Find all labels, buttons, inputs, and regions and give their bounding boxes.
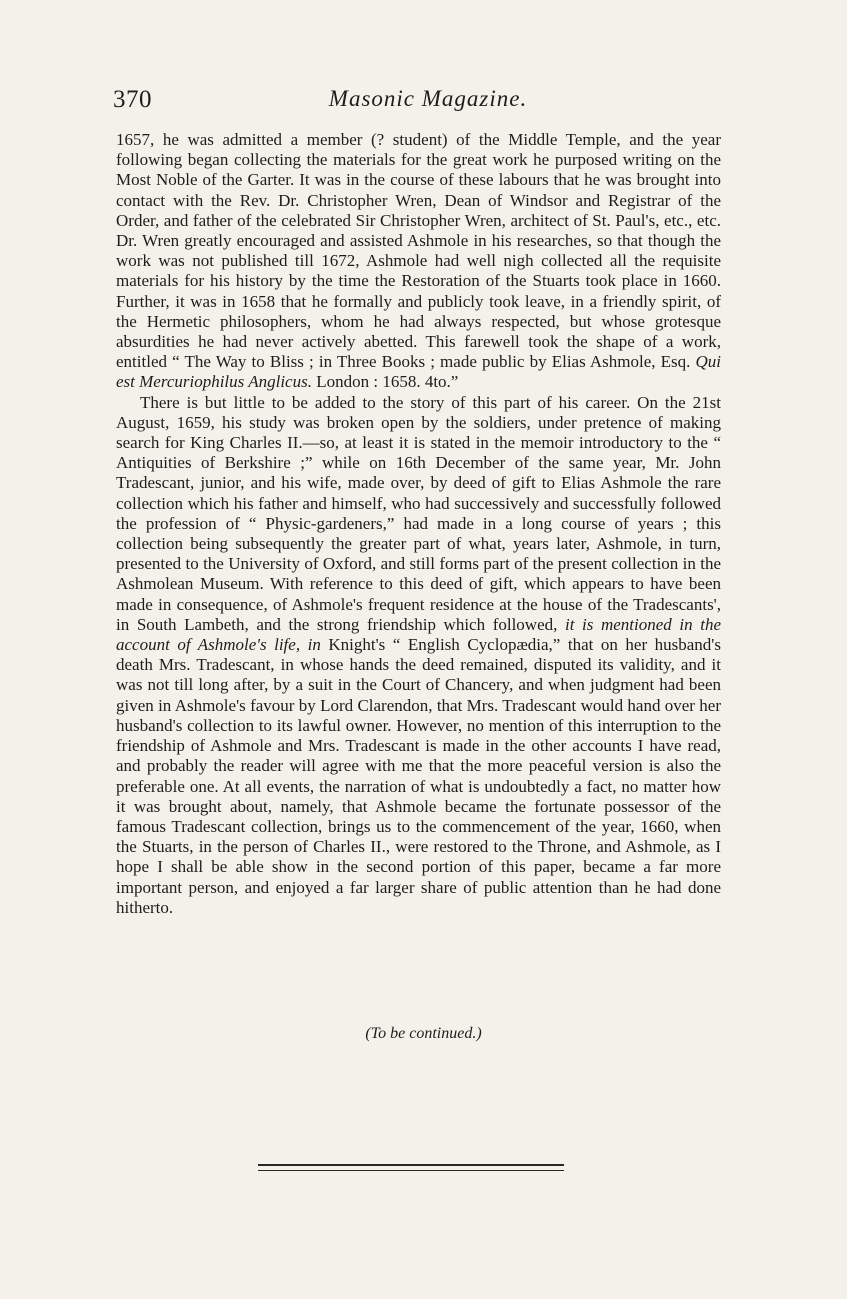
running-title: Masonic Magazine. xyxy=(328,86,528,111)
text-segment: There is but little to be added to the story of this part of his career. On the 21st August, 1659, his study was broken open by the soldiers, under pretence of making search for King Charles II.—so, at least it is stated in the memoir introductory to the “ Antiquities of Berkshire ;” while on 16th December of the same year, Mr. John Tradescant, junior, and his wife, made over, by deed of gift to Elias Ashmole the rare collection which his father and himself, who had successively and successfully followed the profession of “ Physic-gardeners,” had made in a long course of years ; this collection being subsequently the greater part of what, years later, Ashmole, in turn, presented to the University of Oxford, and still forms part of the present collection in the Ashmolean Museum. With reference to this deed of gift, which appears to have been made in consequence, of Ashmole's frequent residence at the house of the Tradescants', in South Lambeth, and the strong friendship which followed, xyxy=(116,392,721,634)
continued-note: (To be continued.) xyxy=(365,1025,482,1042)
end-rule-thin xyxy=(258,1170,564,1171)
end-rule-thick xyxy=(258,1164,564,1166)
italic-phrase: it is mentioned in the account of Ashmole's life, in xyxy=(116,614,721,655)
paragraph-1 xyxy=(116,130,721,393)
page-header xyxy=(113,86,723,120)
page-number: 370 xyxy=(113,86,152,113)
text-segment: London : 1658. 4to.” xyxy=(311,372,459,392)
latin-motto: Qui est Mercuriophilus Anglicus. xyxy=(116,352,721,392)
text-segment: 1657, he was admitted a member (? student) of the Middle Temple, and the year following began collecting the materials for the great work he purposed writing on the Most Noble of the Garter. It was in the course of these labours that he was brought into contact with the Rev. Dr. Christopher Wren, Dean of Windsor and Registrar of the Order, and father of the celebrated Sir Christopher Wren, architect of St. Paul's, etc., etc. Dr. Wren greatly encouraged and assisted Ashmole in his researches, so that though the work was not published till 1672, Ashmole had well nigh collected all the requisite materials for his history by the time the Restoration of the Stuarts took place in 1660. Further, it was in 1658 that he formally and publicly took leave, in a friendly spirit, of the Hermetic philosophers, whom he had always respected, but whose grotesque absurdities he had never actively abetted. This farewell took the shape of a work, entitled “ The Way to Bliss ; in Three Books ; made public by Elias Ashmole, Esq. xyxy=(116,130,721,372)
text-segment: Knight's “ English Cyclopædia,” that on her husband's death Mrs. Tradescant, in whose hands the deed remained, disputed its validity, and it was not till long after, by a suit in the Court of Chancery, and when judgment had been given in Ashmole's favour by Lord Clarendon, that Mrs. Tradescant would hand over her husband's collection to its lawful owner. However, no mention of this interruption to the friendship of Ashmole and Mrs. Tradescant is made in the other accounts I have read, and probably the reader will agree with me that the more peaceful version is also the preferable one. At all events, the narration of what is undoubtedly a fact, no matter how it was brought about, namely, that Ashmole became the fortunate possessor of the famous Tradescant collection, brings us to the commencement of the year, 1660, when the Stuarts, in the person of Charles II., were restored to the Throne, and Ashmole, as I hope I shall be able show in the second portion of this paper, became a far more important person, and enjoyed a far larger share of public attention than he had done hitherto. xyxy=(116,635,721,917)
article-body xyxy=(116,130,721,918)
paragraph-2 xyxy=(116,393,721,918)
